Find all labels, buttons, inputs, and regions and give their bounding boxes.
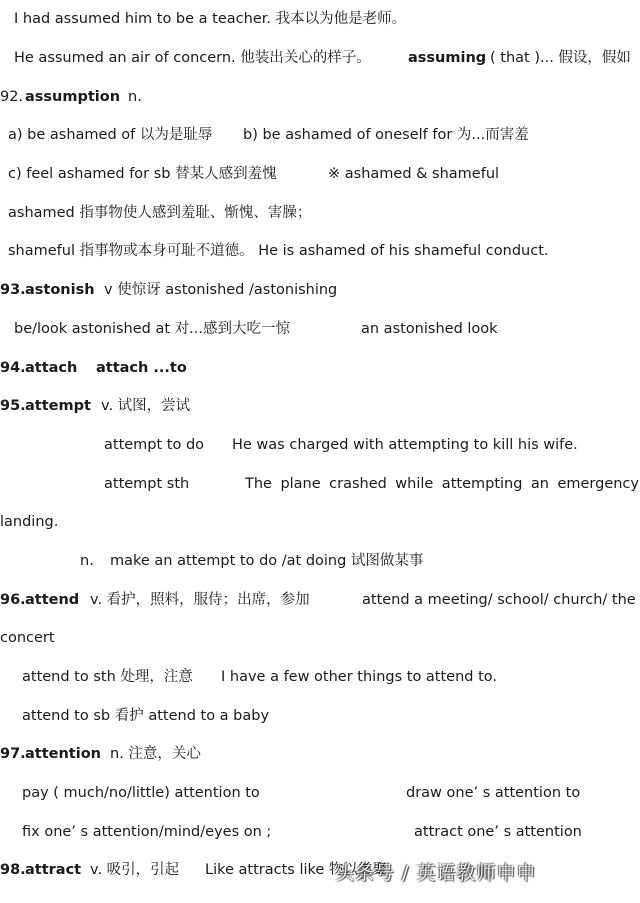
entry-number: 96. xyxy=(0,592,26,608)
example-sentence: landing. xyxy=(0,514,59,530)
example-sentence: I had assumed him to be a teacher. 我本以为他是老师。 xyxy=(14,11,407,27)
entry-word: attend xyxy=(25,592,80,608)
usage-item: fix one’ s attention/mind/eyes on ; xyxy=(22,824,272,840)
usage-note: shameful 指事物或本身可耻不道德。 He is ashamed of his shameful conduct. xyxy=(8,243,549,259)
usage-item: concert xyxy=(0,630,55,646)
entry-word: attach xyxy=(25,360,78,376)
entry-definition: v 使惊讶 astonished /astonishing xyxy=(104,282,338,298)
example-sentence: The plane crashed while attempting an emergency xyxy=(245,476,639,492)
watermark: 头条号 / 英语教师申申 xyxy=(335,862,537,884)
entry-pos: n. xyxy=(128,89,142,105)
usage-item: draw one’ s attention to xyxy=(406,785,581,801)
entry-definition: v. 吸引，引起 xyxy=(90,862,180,878)
entry-definition: v. 看护，照料，服侍；出席，参加 xyxy=(90,592,310,608)
entry-word: assumption xyxy=(25,89,121,105)
example-sentence: Like attracts like 物以类聚 xyxy=(205,862,387,878)
entry-number: 92. xyxy=(0,89,24,105)
phrase-meaning: ( that )... 假设，假如 xyxy=(490,50,631,66)
entry-definition: n. 注意，关心 xyxy=(110,746,201,762)
entry-number: 97. xyxy=(0,746,26,762)
usage-item: a) be ashamed of 以为是耻辱 xyxy=(8,127,213,143)
example-sentence: He was charged with attempting to kill his wife. xyxy=(232,437,578,453)
entry-definition: v. 试图，尝试 xyxy=(101,398,191,414)
entry-number: 98. xyxy=(0,862,26,878)
usage-note: ashamed 指事物使人感到羞耻、惭愧、害臊； xyxy=(8,205,312,221)
phrase-keyword: assuming xyxy=(408,50,487,66)
usage-item: be/look astonished at 对...感到大吃一惊 xyxy=(14,321,290,337)
usage-item: make an attempt to do /at doing 试图做某事 xyxy=(110,553,424,569)
example-sentence: He assumed an air of concern. 他装出关心的样子。 xyxy=(14,50,371,66)
usage-item: attend a meeting/ school/ church/ the xyxy=(362,592,636,608)
entry-word: attention xyxy=(25,746,101,762)
usage-item: attend to sb 看护 attend to a baby xyxy=(22,708,270,724)
usage-item: c) feel ashamed for sb 替某人感到羞愧 xyxy=(8,166,277,182)
entry-number: 95. xyxy=(0,398,26,414)
usage-item: pay ( much/no/little) attention to xyxy=(22,785,260,801)
example-sentence: I have a few other things to attend to. xyxy=(221,669,498,685)
usage-item: an astonished look xyxy=(361,321,498,337)
entry-number: 93. xyxy=(0,282,26,298)
usage-item: attract one’ s attention xyxy=(414,824,582,840)
entry-phrase: attach ...to xyxy=(96,360,187,376)
usage-item: attempt sth xyxy=(104,476,190,492)
usage-item: attend to sth 处理，注意 xyxy=(22,669,193,685)
usage-item: b) be ashamed of oneself for 为...而害羞 xyxy=(243,127,529,143)
entry-number: 94. xyxy=(0,360,26,376)
entry-word: astonish xyxy=(25,282,95,298)
usage-note: ※ ashamed & shameful xyxy=(328,166,500,182)
entry-word: attempt xyxy=(25,398,91,414)
entry-pos: n. xyxy=(80,553,94,569)
entry-word: attract xyxy=(25,862,82,878)
usage-item: attempt to do xyxy=(104,437,205,453)
